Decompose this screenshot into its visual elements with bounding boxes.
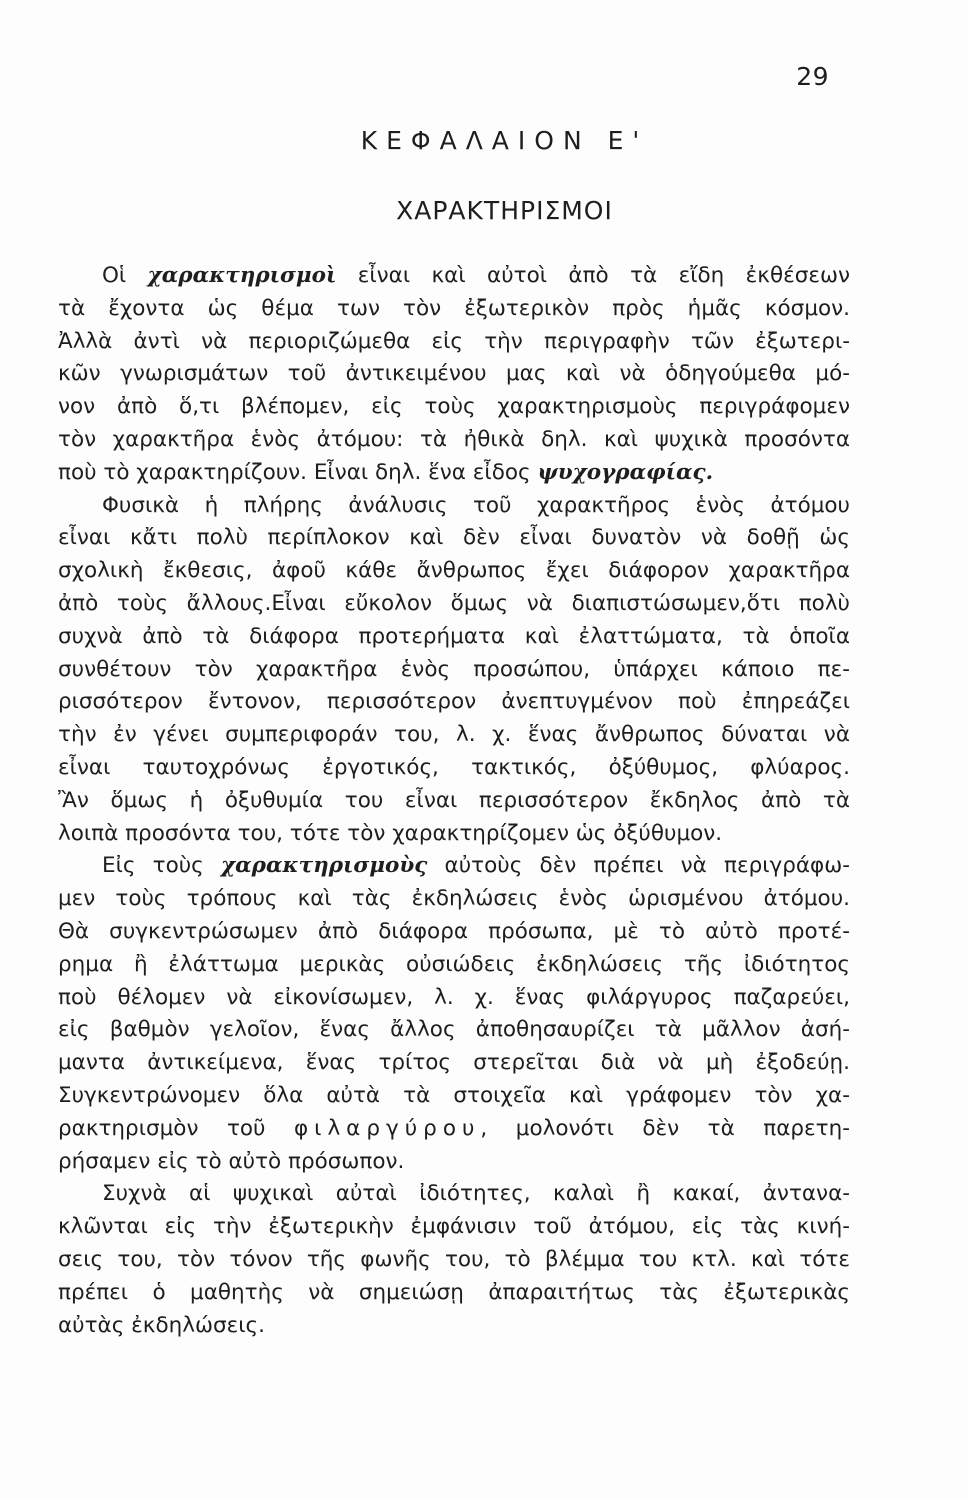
paragraph	[58, 490, 850, 851]
text-run: ρήσαμεν εἰς τὸ αὐτὸ πρόσωπον.	[58, 1148, 405, 1174]
text-line	[58, 785, 850, 818]
text-line	[58, 1146, 850, 1179]
text-run: εἶναι ταυτοχρόνως ἐργοτικός, τακτικός, ὀξύθυμος, φλύαρος.	[58, 754, 850, 780]
text-run: μαντα ἀντικείμενα, ἕνας τρίτος στερεῖται διὰ νὰ μὴ ἐξοδεύῃ.	[58, 1050, 850, 1076]
text-run: λοιπὰ προσόντα του, τότε τὸν χαρακτηρίζομεν ὡς ὀξύθυμον.	[58, 820, 723, 846]
page-number: 29	[796, 62, 829, 91]
text-run: Συχνὰ αἱ ψυχικαὶ αὐταὶ ἰδιότητες, καλαὶ ἢ κακαί, ἀντανα-	[102, 1181, 850, 1207]
text-line	[58, 424, 850, 457]
text-line	[58, 555, 850, 588]
text-run: τὸν χαρακτῆρα ἑνὸς ἀτόμου: τὰ ἠθικὰ δηλ. καὶ ψυχικὰ προσόντα	[58, 426, 850, 452]
text-run: συνθέτουν τὸν χαρακτῆρα ἑνὸς προσώπου, ὑπάρχει κάποιο πε-	[58, 656, 850, 682]
text-run: εἶναι καὶ αὐτοὶ ἀπὸ τὰ εἴδη ἐκθέσεων	[336, 263, 850, 288]
chapter-heading: ΚΕΦΑΛΑΙΟΝ Ε'	[360, 126, 649, 155]
body-text	[58, 260, 850, 1342]
text-run: συχνὰ ἀπὸ τὰ διάφορα προτερήματα καὶ ἐλαττώματα, τὰ ὁποῖα	[58, 623, 850, 649]
text-line	[58, 1244, 850, 1277]
text-run: Συγκεντρώνομεν ὅλα αὐτὰ τὰ στοιχεῖα καὶ γράφομεν τὸν χα-	[58, 1082, 850, 1108]
text-line	[58, 1178, 850, 1211]
text-run: αὐτὰς ἐκδηλώσεις.	[58, 1312, 265, 1338]
text-line	[58, 949, 850, 982]
spaced-term: φιλαργύρου	[294, 1115, 481, 1141]
text-run: νον ἀπὸ ὅ,τι βλέπομεν, εἰς τοὺς χαρακτηρισμοὺς περιγράφομεν	[58, 394, 850, 420]
text-run: αὐτοὺς δὲν πρέπει νὰ περιγράφω-	[427, 853, 850, 879]
text-run: εἰς βαθμὸν γελοῖον, ἕνας ἄλλος ἀποθησαυρίζει τὰ μᾶλλον ἀσή-	[58, 1017, 850, 1043]
text-run: ρακτηρισμὸν τοῦ	[58, 1115, 294, 1141]
text-run: ἀπὸ τοὺς ἄλλους.Εἶναι εὔκολον ὅμως νὰ διαπιστώσωμεν,ὅτι πολὺ	[58, 590, 850, 616]
text-run: σεις του, τὸν τόνον τῆς φωνῆς του, τὸ βλέμμα του κτλ. καὶ τότε	[58, 1246, 850, 1272]
text-line	[58, 457, 850, 490]
text-line	[58, 654, 850, 687]
text-line	[58, 850, 850, 883]
text-run: πρέπει ὁ μαθητὴς νὰ σημειώσῃ ἀπαραιτήτως τὰς ἐξωτερικὰς	[58, 1279, 850, 1305]
emphasized-term: ψυχογραφίας.	[537, 459, 714, 485]
text-run: σχολικὴ ἔκθεσις, ἀφοῦ κάθε ἄνθρωπος ἔχει διάφορον χαρακτῆρα	[58, 558, 850, 584]
text-line	[58, 1014, 850, 1047]
text-run: μεν τοὺς τρόπους καὶ τὰς ἐκδηλώσεις ἑνὸς ὡρισμένου ἀτόμου.	[58, 886, 850, 912]
text-line	[58, 588, 850, 621]
text-run: εἶναι κἄτι πολὺ περίπλοκον καὶ δὲν εἶναι δυνατὸν νὰ δοθῇ ὡς	[58, 525, 850, 551]
text-line	[58, 621, 850, 654]
paragraph	[58, 850, 850, 1178]
text-run: Ἀλλὰ ἀντὶ νὰ περιοριζώμεθα εἰς τὴν περιγραφὴν τῶν ἐξωτερι-	[58, 328, 850, 354]
text-run: κλῶνται εἰς τὴν ἐξωτερικὴν ἐμφάνισιν τοῦ ἀτόμου, εἰς τὰς κινή-	[58, 1214, 850, 1240]
text-run: Οἱ	[102, 263, 148, 288]
emphasized-term: χαρακτηρισμοὶ	[147, 263, 337, 288]
text-line	[58, 1113, 850, 1146]
text-line	[58, 883, 850, 916]
text-run: ποὺ θέλομεν νὰ εἰκονίσωμεν, λ. χ. ἕνας φιλάργυρος παζαρεύει,	[58, 984, 850, 1010]
text-run: Θὰ συγκεντρώσωμεν ἀπὸ διάφορα πρόσωπα, μὲ τὸ αὐτὸ προτέ-	[58, 918, 850, 944]
text-run: τὰ ἔχοντα ὡς θέμα των τὸν ἐξωτερικὸν πρὸς ἡμᾶς κόσμον.	[58, 295, 850, 321]
text-line	[58, 1310, 850, 1343]
text-run: , μολονότι δὲν τὰ παρετη-	[480, 1115, 850, 1141]
text-line	[58, 1277, 850, 1310]
text-run: ποὺ τὸ χαρακτηρίζουν. Εἶναι δηλ. ἕνα εἶδος	[58, 459, 538, 485]
text-line	[58, 686, 850, 719]
text-line	[58, 982, 850, 1015]
text-line	[58, 326, 850, 359]
text-line	[58, 391, 850, 424]
text-run: ρισσότερον ἔντονον, περισσότερον ἀνεπτυγμένον ποὺ ἐπηρεάζει	[58, 689, 850, 715]
text-line	[58, 522, 850, 555]
text-line	[58, 916, 850, 949]
text-line	[58, 358, 850, 391]
text-line	[58, 1047, 850, 1080]
text-line	[58, 260, 850, 293]
text-line	[58, 818, 850, 851]
emphasized-term: χαρακτηρισμοὺς	[220, 853, 428, 879]
text-run: Εἰς τοὺς	[102, 853, 221, 879]
text-line	[58, 719, 850, 752]
text-run: τὴν ἐν γένει συμπεριφοράν του, λ. χ. ἕνας ἄνθρωπος δύναται νὰ	[58, 722, 850, 748]
text-line	[58, 1211, 850, 1244]
text-line	[58, 752, 850, 785]
paragraph	[58, 1178, 850, 1342]
paragraph	[58, 260, 850, 490]
section-title: ΧΑΡΑΚΤΗΡΙΣΜΟΙ	[396, 196, 613, 225]
text-line	[58, 490, 850, 523]
text-run: κῶν γνωρισμάτων τοῦ ἀντικειμένου μας καὶ νὰ ὁδηγούμεθα μό-	[58, 361, 850, 387]
text-run: Ἂν ὅμως ἡ ὀξυθυμία του εἶναι περισσότερον ἔκδηλος ἀπὸ τὰ	[58, 787, 850, 813]
text-line	[58, 293, 850, 326]
text-run: Φυσικὰ ἡ πλήρης ἀνάλυσις τοῦ χαρακτῆρος ἑνὸς ἀτόμου	[102, 492, 850, 518]
text-line	[58, 1080, 850, 1113]
text-run: ρημα ἢ ἐλάττωμα μερικὰς οὐσιώδεις ἐκδηλώσεις τῆς ἰδιότητος	[58, 951, 850, 977]
